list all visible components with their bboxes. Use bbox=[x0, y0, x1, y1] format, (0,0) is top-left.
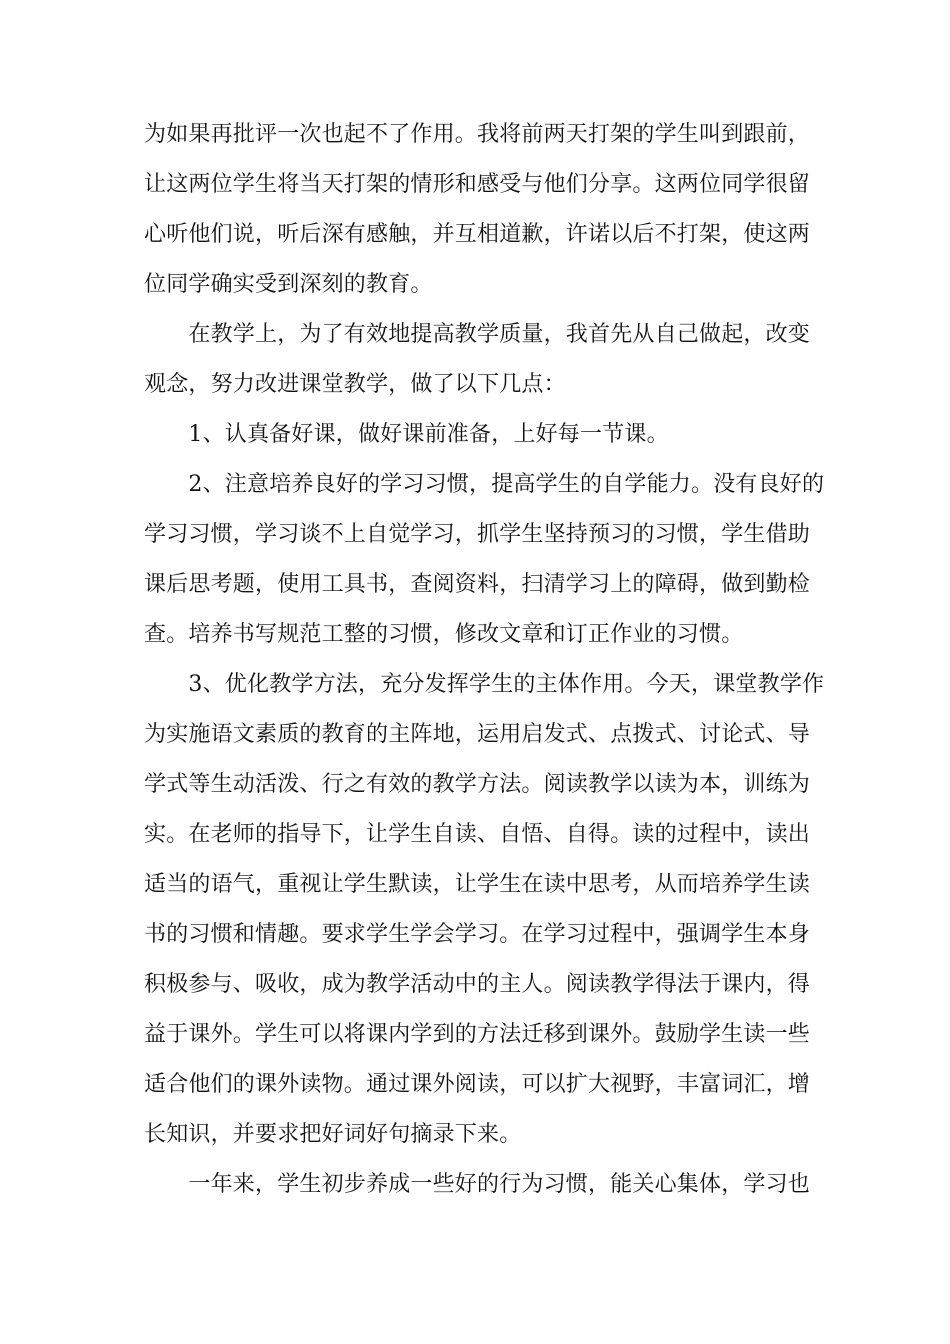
text-line: 观念，努力改进课堂教学，做了以下几点： bbox=[144, 372, 566, 397]
text-line: 位同学确实受到深刻的教育。 bbox=[144, 272, 433, 297]
text-line: 积极参与、吸收，成为教学活动中的主人。阅读教学得法于课内，得 bbox=[144, 972, 811, 997]
text-line: 实。在老师的指导下，让学生自读、自悟、自得。读的过程中，读出 bbox=[144, 822, 811, 847]
text-line: 书的习惯和情趣。要求学生学会学习。在学习过程中，强调学生本身 bbox=[144, 922, 811, 947]
text-line: 1、认真备好课，做好课前准备，上好每一节课。 bbox=[144, 422, 669, 447]
text-line: 长知识，并要求把好词好句摘录下来。 bbox=[144, 1122, 522, 1147]
text-line: 查。培养书写规范工整的习惯，修改文章和订正作业的习惯。 bbox=[144, 622, 744, 647]
text-line: 益于课外。学生可以将课内学到的方法迁移到课外。鼓励学生读一些 bbox=[144, 1022, 811, 1047]
text-line: 2、注意培养良好的学习习惯，提高学生的自学能力。没有良好的 bbox=[144, 472, 825, 497]
text-line: 3、优化教学方法，充分发挥学生的主体作用。今天，课堂教学作 bbox=[144, 672, 825, 697]
text-line: 学习习惯，学习谈不上自觉学习，抓学生坚持预习的习惯，学生借助 bbox=[144, 522, 811, 547]
document-body bbox=[144, 110, 825, 1210]
text-line: 为如果再批评一次也起不了作用。我将前两天打架的学生叫到跟前， bbox=[144, 122, 811, 147]
text-line: 课后思考题，使用工具书，查阅资料，扫清学习上的障碍，做到勤检 bbox=[144, 572, 811, 597]
text-line: 适合他们的课外读物。通过课外阅读，可以扩大视野，丰富词汇，增 bbox=[144, 1072, 811, 1097]
text-line: 一年来，学生初步养成一些好的行为习惯，能关心集体，学习也 bbox=[144, 1172, 811, 1197]
text-line: 适当的语气，重视让学生默读，让学生在读中思考，从而培养学生读 bbox=[144, 872, 811, 897]
text-line: 心听他们说，听后深有感触，并互相道歉，许诺以后不打架，使这两 bbox=[144, 222, 811, 247]
text-line: 让这两位学生将当天打架的情形和感受与他们分享。这两位同学很留 bbox=[144, 172, 811, 197]
text-line: 为实施语文素质的教育的主阵地，运用启发式、点拨式、讨论式、导 bbox=[144, 722, 811, 747]
text-line: 学式等生动活泼、行之有效的教学方法。阅读教学以读为本，训练为 bbox=[144, 772, 811, 797]
text-line: 在教学上，为了有效地提高教学质量，我首先从自己做起，改变 bbox=[144, 322, 811, 347]
